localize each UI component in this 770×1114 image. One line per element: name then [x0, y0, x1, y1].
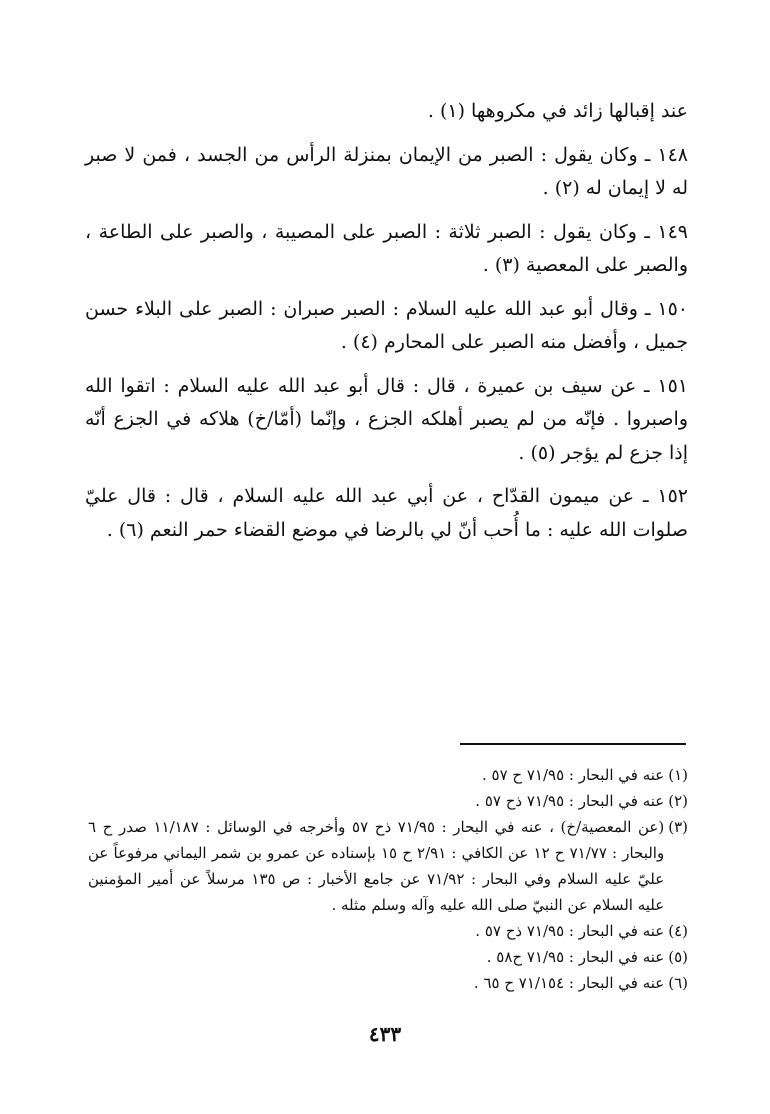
footnote-6	[88, 970, 688, 996]
footnote-text: عنه في البحار : ٧١/٩٥ ذح ٥٧ .	[475, 922, 665, 940]
paragraph-152: ١٥٢ ـ عن ميمون القدّاح ، عن أبي عبد الله عليه السلام ، قال : قال عليّ صلوات الله عليه : ما أُحب أنّ لي بالرضا في موضع القضاء حمر النعم (٦) .	[85, 485, 688, 541]
paragraph-150: ١٥٠ ـ وقال أبو عبد الله عليه السلام : الصبر صبران : الصبر على البلاء حسن جميل ، وأفضل منه الصبر على المحارم (٤) .	[85, 297, 688, 353]
paragraph-149: ١٤٩ ـ وكان يقول : الصبر ثلاثة : الصبر على المصيبة ، والصبر على الطاعة ، والصبر على المعصية (٣) .	[85, 220, 688, 276]
paragraph-151: ١٥١ ـ عن سيف بن عميرة ، قال : قال أبو عبد الله عليه السلام : اتقوا الله واصبروا . فإنّه من لم يصبر أهلكه الجزع ، وإنّما (أمّا/خ) هلاكه في الجزع أنّه إذا جزع لم يؤجر (٥) .	[85, 374, 688, 464]
footnotes	[88, 762, 688, 996]
footnote-number: (٥)	[668, 948, 688, 966]
footnote-divider	[460, 743, 686, 745]
footnote-3	[88, 814, 688, 918]
footnote-2	[88, 788, 688, 814]
paragraph-continuation: عند إقبالها زائد في مكروهها (١) .	[427, 100, 688, 122]
footnote-4	[88, 918, 688, 944]
main-text	[85, 95, 688, 557]
footnote-number: (١)	[668, 766, 688, 784]
footnote-text: (عن المعصية/خ) ، عنه في البحار : ٧١/٩٥ ذح ٥٧ وأخرجه في الوسائل : ١١/١٨٧ صدر ح ٦ والبحار : ٧١/٧٧ ح ١٢ عن الكافي : ٢/٩١ ح ١٥ بإسناده عن عمرو بن شمر اليماني مرفوعاً عن عليّ عليه السلام وفي البحار : ٧١/٩٢ عن جامع الأخبار : ص ١٣٥ مرسلاً عن أمير المؤمنين عليه السلام عن النبيّ صلى الله عليه وآله وسلم مثله .	[88, 818, 665, 914]
paragraph-148: ١٤٨ ـ وكان يقول : الصبر من الإيمان بمنزلة الرأس من الجسد ، فمن لا صبر له لا إيمان له (٢) .	[85, 143, 688, 199]
footnote-1	[88, 762, 688, 788]
page-number: ٤٣٣	[368, 1022, 402, 1046]
footnote-text: عنه في البحار : ٧١/٩٥ ح٥٨ .	[486, 948, 665, 966]
footnote-number: (٢)	[668, 792, 688, 810]
footnote-text: عنه في البحار : ٧١/٩٥ ذح ٥٧ .	[475, 792, 665, 810]
footnote-number: (٣)	[668, 818, 688, 836]
footnote-number: (٤)	[668, 922, 688, 940]
footnote-number: (٦)	[668, 974, 688, 992]
footnote-5	[88, 944, 688, 970]
footnote-text: عنه في البحار : ٧١/١٥٤ ح ٦٥ .	[473, 974, 665, 992]
footnote-text: عنه في البحار : ٧١/٩٥ ح ٥٧ .	[481, 766, 665, 784]
